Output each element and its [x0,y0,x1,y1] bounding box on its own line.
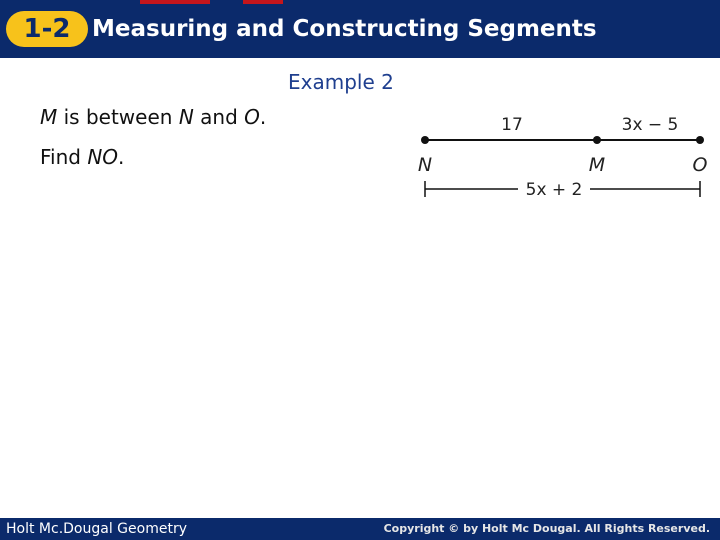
text-find: Find [40,145,88,169]
text-period-2: . [118,145,125,169]
label-point-o: O [692,154,708,176]
footer-publisher: Holt Mc.Dougal Geometry [6,521,187,537]
text-between: is between [57,105,179,129]
point-n-dot [421,136,429,144]
var-no: NO [87,145,119,169]
problem-line-1 [40,105,266,129]
text-and: and [193,105,245,129]
label-mo-length: 3x − 5 [621,115,679,135]
header-accent-right [243,0,283,4]
label-point-n: N [417,154,433,176]
point-m-dot [593,136,601,144]
lesson-badge: 1-2 [6,11,88,47]
footer-bar [0,518,720,540]
text-period: . [259,105,267,129]
label-no-length: 5x + 2 [525,180,583,200]
point-o-dot [696,136,704,144]
problem-line-2 [40,145,124,169]
var-n: N [178,105,194,129]
example-label: Example 2 [288,70,394,94]
segment-diagram [400,100,720,210]
label-nm-length: 17 [501,115,523,135]
var-m: M [40,105,58,129]
footer-copyright: Copyright © by Holt Mc Dougal. All Rights Reserved. [383,522,710,535]
label-point-m: M [588,154,606,176]
header-bar [0,0,720,58]
lesson-title: Measuring and Constructing Segments [92,16,597,42]
header-accent-left [140,0,210,4]
var-o: O [244,105,260,129]
